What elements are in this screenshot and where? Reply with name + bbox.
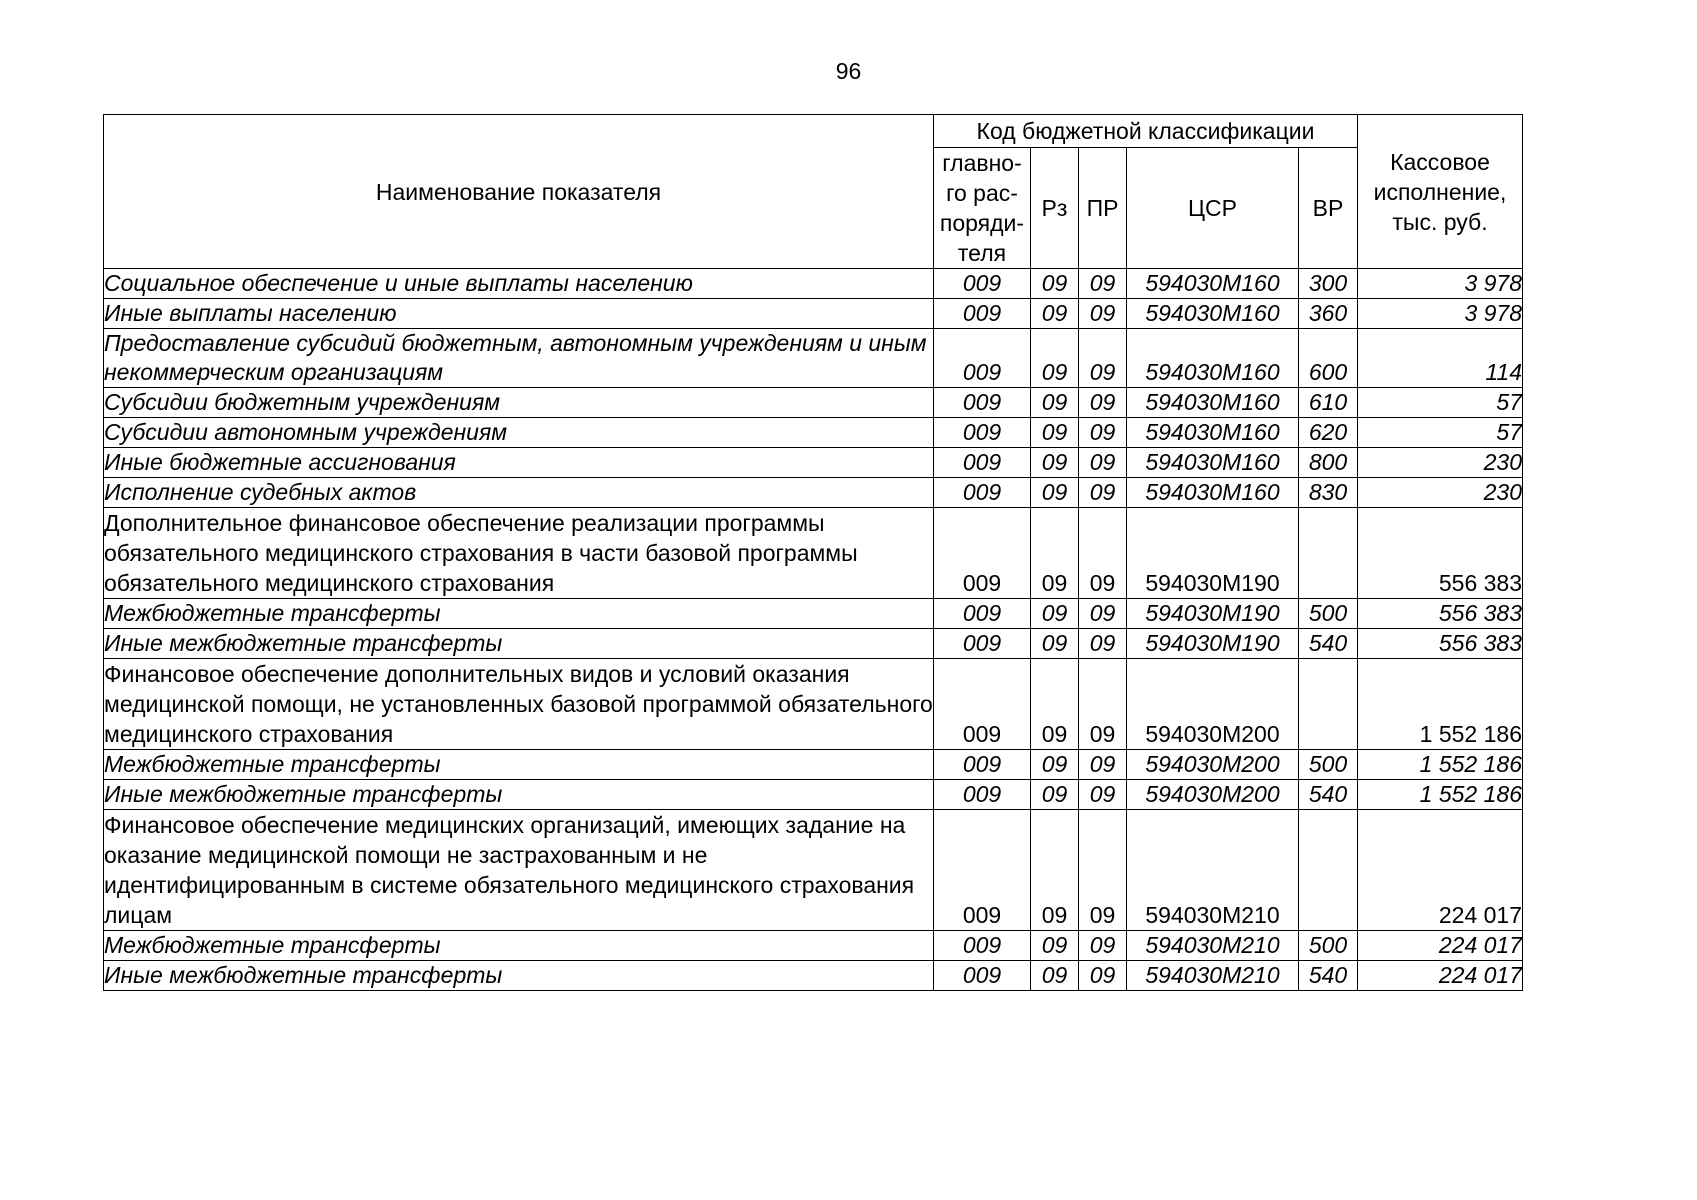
- cell-pr: 09: [1079, 961, 1127, 991]
- cell-rz: 09: [1031, 750, 1079, 780]
- cell-vr: 540: [1299, 961, 1358, 991]
- cell-pr: 09: [1079, 659, 1127, 750]
- header-vr: ВР: [1299, 148, 1358, 269]
- table-header: [104, 115, 1523, 269]
- cell-vr: [1299, 810, 1358, 931]
- table-row: [104, 629, 1523, 659]
- cell-csr: 594030М160: [1127, 478, 1299, 508]
- cell-vr: 610: [1299, 388, 1358, 418]
- cell-grbs: 009: [934, 418, 1031, 448]
- header-rz: Рз: [1031, 148, 1079, 269]
- cell-amount: 1 552 186: [1358, 780, 1523, 810]
- cell-grbs: 009: [934, 659, 1031, 750]
- cell-name: Финансовое обеспечение дополнительных видов и условий оказания медицинской помощи, не установленных базовой программой обязательного медицинского страхования: [104, 659, 934, 750]
- table-row: [104, 961, 1523, 991]
- table-row: [104, 269, 1523, 299]
- cell-pr: 09: [1079, 629, 1127, 659]
- cell-csr: 594030М210: [1127, 810, 1299, 931]
- cell-amount: 224 017: [1358, 810, 1523, 931]
- cell-amount: 556 383: [1358, 508, 1523, 599]
- cell-name: Иные выплаты населению: [104, 299, 934, 329]
- cell-amount: 556 383: [1358, 629, 1523, 659]
- cell-vr: 620: [1299, 418, 1358, 448]
- cell-vr: 540: [1299, 780, 1358, 810]
- cell-grbs: 009: [934, 629, 1031, 659]
- cell-vr: 300: [1299, 269, 1358, 299]
- cell-grbs: 009: [934, 780, 1031, 810]
- cell-rz: 09: [1031, 780, 1079, 810]
- cell-vr: 500: [1299, 599, 1358, 629]
- cell-name: Иные межбюджетные трансферты: [104, 780, 934, 810]
- cell-csr: 594030М190: [1127, 508, 1299, 599]
- cell-amount: 114: [1358, 329, 1523, 388]
- cell-grbs: 009: [934, 508, 1031, 599]
- cell-vr: [1299, 508, 1358, 599]
- cell-pr: 09: [1079, 780, 1127, 810]
- cell-amount: 1 552 186: [1358, 659, 1523, 750]
- cell-pr: 09: [1079, 810, 1127, 931]
- cell-rz: 09: [1031, 961, 1079, 991]
- cell-amount: 57: [1358, 418, 1523, 448]
- cell-grbs: 009: [934, 810, 1031, 931]
- table-row: [104, 659, 1523, 750]
- cell-grbs: 009: [934, 388, 1031, 418]
- cell-pr: 09: [1079, 418, 1127, 448]
- cell-csr: 594030М210: [1127, 931, 1299, 961]
- table-row: [104, 750, 1523, 780]
- cell-vr: [1299, 659, 1358, 750]
- header-grbs: главно-го рас-поряди-теля: [934, 148, 1031, 269]
- cell-grbs: 009: [934, 961, 1031, 991]
- table-row: [104, 478, 1523, 508]
- cell-name: Межбюджетные трансферты: [104, 599, 934, 629]
- cell-name: Межбюджетные трансферты: [104, 931, 934, 961]
- cell-grbs: 009: [934, 329, 1031, 388]
- cell-csr: 594030М210: [1127, 961, 1299, 991]
- cell-rz: 09: [1031, 388, 1079, 418]
- cell-amount: 224 017: [1358, 961, 1523, 991]
- table-row: [104, 810, 1523, 931]
- cell-name: Субсидии автономным учреждениям: [104, 418, 934, 448]
- cell-pr: 09: [1079, 269, 1127, 299]
- cell-name: Иные межбюджетные трансферты: [104, 961, 934, 991]
- cell-amount: 230: [1358, 448, 1523, 478]
- cell-csr: 594030М160: [1127, 388, 1299, 418]
- cell-pr: 09: [1079, 508, 1127, 599]
- cell-csr: 594030М200: [1127, 750, 1299, 780]
- cell-rz: 09: [1031, 418, 1079, 448]
- table-row: [104, 418, 1523, 448]
- table-row: [104, 448, 1523, 478]
- cell-rz: 09: [1031, 931, 1079, 961]
- header-amount: Кассовое исполнение, тыс. руб.: [1358, 115, 1523, 269]
- cell-name: Финансовое обеспечение медицинских организаций, имеющих задание на оказание медицинской помощи не застрахованным и не идентифицированным в системе обязательного медицинского страхования лицам: [104, 810, 934, 931]
- cell-amount: 1 552 186: [1358, 750, 1523, 780]
- table-row: [104, 508, 1523, 599]
- cell-pr: 09: [1079, 329, 1127, 388]
- cell-amount: 556 383: [1358, 599, 1523, 629]
- header-classification-code: Код бюджетной классификации: [934, 115, 1358, 148]
- table-row: [104, 388, 1523, 418]
- cell-pr: 09: [1079, 750, 1127, 780]
- cell-rz: 09: [1031, 659, 1079, 750]
- cell-grbs: 009: [934, 299, 1031, 329]
- cell-grbs: 009: [934, 448, 1031, 478]
- cell-vr: 600: [1299, 329, 1358, 388]
- cell-vr: 540: [1299, 629, 1358, 659]
- cell-rz: 09: [1031, 448, 1079, 478]
- cell-rz: 09: [1031, 329, 1079, 388]
- cell-name: Иные бюджетные ассигнования: [104, 448, 934, 478]
- table-body: [104, 269, 1523, 991]
- cell-name: Субсидии бюджетным учреждениям: [104, 388, 934, 418]
- cell-amount: 230: [1358, 478, 1523, 508]
- cell-amount: 224 017: [1358, 931, 1523, 961]
- table-row: [104, 329, 1523, 388]
- cell-name: Исполнение судебных актов: [104, 478, 934, 508]
- cell-name: Социальное обеспечение и иные выплаты населению: [104, 269, 934, 299]
- cell-vr: 830: [1299, 478, 1358, 508]
- table-row: [104, 599, 1523, 629]
- cell-name: Дополнительное финансовое обеспечение реализации программы обязательного медицинского страхования в части базовой программы обязательного медицинского страхования: [104, 508, 934, 599]
- cell-csr: 594030М190: [1127, 629, 1299, 659]
- header-name: Наименование показателя: [104, 115, 934, 269]
- header-csr: ЦСР: [1127, 148, 1299, 269]
- cell-grbs: 009: [934, 478, 1031, 508]
- cell-rz: 09: [1031, 629, 1079, 659]
- table-row: [104, 931, 1523, 961]
- cell-pr: 09: [1079, 931, 1127, 961]
- cell-rz: 09: [1031, 299, 1079, 329]
- cell-csr: 594030М160: [1127, 269, 1299, 299]
- header-pr: ПР: [1079, 148, 1127, 269]
- cell-amount: 57: [1358, 388, 1523, 418]
- cell-rz: 09: [1031, 478, 1079, 508]
- cell-csr: 594030М190: [1127, 599, 1299, 629]
- cell-amount: 3 978: [1358, 269, 1523, 299]
- cell-vr: 800: [1299, 448, 1358, 478]
- cell-amount: 3 978: [1358, 299, 1523, 329]
- cell-rz: 09: [1031, 269, 1079, 299]
- cell-vr: 500: [1299, 931, 1358, 961]
- cell-grbs: 009: [934, 269, 1031, 299]
- cell-pr: 09: [1079, 599, 1127, 629]
- table-row: [104, 299, 1523, 329]
- cell-csr: 594030М160: [1127, 329, 1299, 388]
- cell-pr: 09: [1079, 388, 1127, 418]
- cell-rz: 09: [1031, 508, 1079, 599]
- cell-csr: 594030М160: [1127, 448, 1299, 478]
- cell-csr: 594030М160: [1127, 418, 1299, 448]
- cell-grbs: 009: [934, 599, 1031, 629]
- cell-grbs: 009: [934, 750, 1031, 780]
- cell-rz: 09: [1031, 810, 1079, 931]
- cell-csr: 594030М200: [1127, 780, 1299, 810]
- cell-csr: 594030М200: [1127, 659, 1299, 750]
- cell-pr: 09: [1079, 299, 1127, 329]
- cell-name: Межбюджетные трансферты: [104, 750, 934, 780]
- budget-table: [103, 114, 1523, 991]
- cell-rz: 09: [1031, 599, 1079, 629]
- cell-grbs: 009: [934, 931, 1031, 961]
- table-row: [104, 780, 1523, 810]
- cell-csr: 594030М160: [1127, 299, 1299, 329]
- cell-vr: 500: [1299, 750, 1358, 780]
- cell-name: Иные межбюджетные трансферты: [104, 629, 934, 659]
- cell-name: Предоставление субсидий бюджетным, автономным учреждениям и иным некоммерческим организациям: [104, 329, 934, 388]
- cell-pr: 09: [1079, 448, 1127, 478]
- page-number: 96: [835, 58, 862, 84]
- cell-pr: 09: [1079, 478, 1127, 508]
- cell-vr: 360: [1299, 299, 1358, 329]
